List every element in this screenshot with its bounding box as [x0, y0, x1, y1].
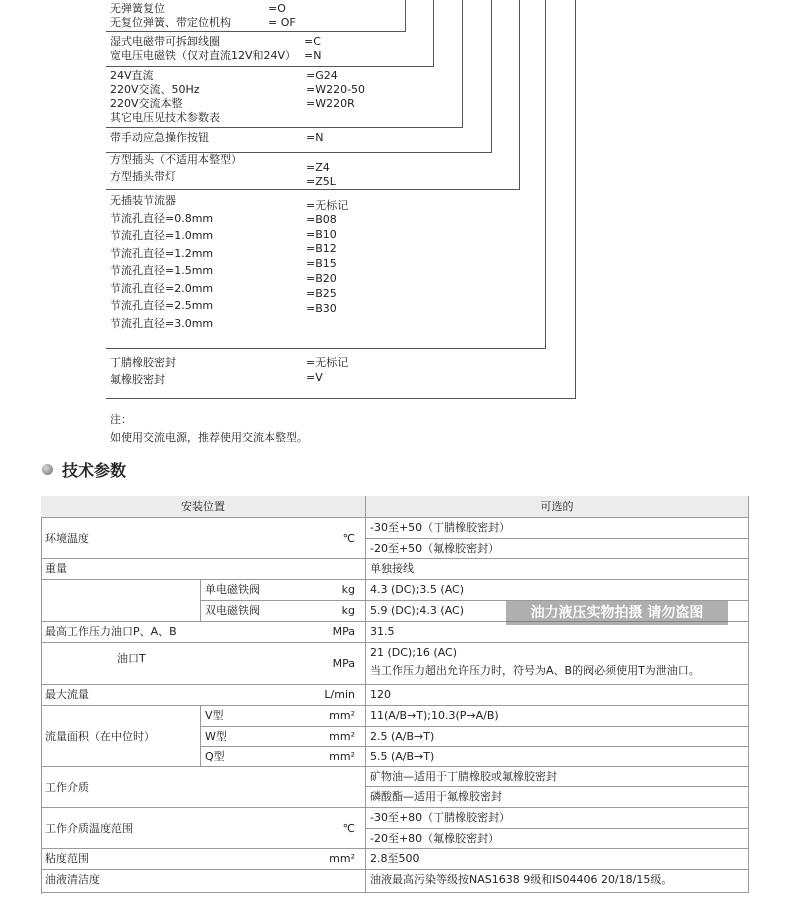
option-code: =B08 — [306, 213, 337, 226]
option-code: =W220-50 — [306, 83, 366, 96]
option-label: 无弹簧复位 — [110, 2, 165, 15]
option-label: 24V直流 — [110, 69, 154, 82]
bracket-line — [491, 0, 492, 152]
option-code: =无标记 — [306, 356, 349, 369]
option-label: 无复位弹簧、带定位机构 — [110, 16, 231, 29]
port-t-unit: MPa — [332, 657, 355, 670]
option-label: 220V交流本整 — [110, 97, 183, 110]
flow-area-unit: mm² — [329, 709, 355, 722]
ambient-value: -20至+50（氟橡胶密封） — [366, 539, 749, 559]
option-code: =N — [306, 131, 324, 144]
bracket-line — [106, 348, 546, 349]
medium-temp-value: -20至+80（氟橡胶密封） — [366, 829, 749, 849]
cleanliness-value: 油液最高污染等级按NAS1638 9级和IS04406 20/18/15级。 — [366, 870, 749, 893]
single-solenoid-label: 单电磁铁阀 — [205, 583, 260, 596]
bracket-line — [433, 0, 434, 66]
flow-area-type-cell — [201, 727, 366, 747]
option-label: 带手动应急操作按钮 — [110, 131, 209, 144]
double-solenoid-label: 双电磁铁阀 — [205, 604, 260, 617]
option-code: = OF — [268, 16, 296, 29]
max-pressure-cell — [41, 622, 366, 643]
medium-temp-unit: ℃ — [342, 822, 355, 835]
option-code: =O — [268, 2, 286, 15]
option-label: 湿式电磁带可拆卸线圈 — [110, 35, 220, 48]
option-label: 节流孔直径=2.5mm — [110, 299, 214, 312]
option-code: =B25 — [306, 287, 337, 300]
ambient-unit: ℃ — [342, 532, 355, 545]
flow-area-unit: mm² — [329, 730, 355, 743]
cleanliness-label: 油液清洁度 — [41, 870, 366, 893]
option-label: 节流孔直径=3.0mm — [110, 317, 214, 330]
note-title: 注： — [110, 413, 132, 426]
bullet-icon — [42, 464, 53, 475]
watermark: 油力液压实物拍摄 请勿盗图 — [506, 601, 728, 625]
max-flow-unit: L/min — [324, 688, 355, 701]
flow-area-value: 5.5 (A/B→T) — [366, 747, 749, 767]
option-label: 其它电压见技术参数表 — [110, 111, 220, 124]
max-flow-cell — [41, 685, 366, 706]
viscosity-unit: mm² — [329, 852, 355, 865]
flow-area-type-cell — [201, 747, 366, 767]
option-code: =Z4 — [306, 161, 330, 174]
bracket-line — [106, 66, 434, 67]
option-code: =B12 — [306, 242, 337, 255]
medium-temp-cell — [41, 808, 366, 849]
option-code: =Z5L — [306, 175, 336, 188]
single-solenoid-value: 4.3 (DC);3.5 (AC) — [366, 580, 749, 601]
medium-value: 磷酸酯—适用于氟橡胶密封 — [366, 787, 749, 808]
bracket-line — [462, 0, 463, 127]
flow-area-type: V型 — [205, 709, 224, 722]
bracket-line — [106, 31, 406, 32]
medium-temp-label: 工作介质温度范围 — [45, 822, 133, 835]
ambient-label: 环境温度 — [45, 532, 89, 545]
blank-cell — [41, 580, 201, 622]
flow-area-value: 11(A/B→T);10.3(P→A/B) — [366, 706, 749, 727]
option-label: 方型插头（不适用本整型） — [110, 153, 242, 166]
option-code: =V — [306, 371, 323, 384]
option-label: 氟橡胶密封 — [110, 373, 165, 386]
viscosity-label: 粘度范围 — [45, 852, 89, 865]
viscosity-cell — [41, 849, 366, 870]
option-code: =B30 — [306, 302, 337, 315]
option-label: 220V交流、50Hz — [110, 83, 200, 96]
flow-area-value: 2.5 (A/B→T) — [366, 727, 749, 747]
double-solenoid-value: 5.9 (DC);4.3 (AC) — [366, 601, 749, 622]
section-title: 技术参数 — [62, 461, 127, 480]
bracket-line — [545, 0, 546, 348]
option-code: =N — [304, 49, 322, 62]
port-t-label: 油口T — [117, 652, 146, 665]
port-t-note: 当工作压力超出允许压力时，符号为A、B的阀必须使用T为泄油口。 — [370, 664, 700, 677]
option-label: 节流孔直径=1.0mm — [110, 229, 214, 242]
option-label: 方型插头带灯 — [110, 170, 176, 183]
max-flow-label: 最大流量 — [45, 688, 89, 701]
single-solenoid-unit: kg — [341, 583, 355, 596]
option-code: =B10 — [306, 228, 337, 241]
medium-temp-value: -30至+80（丁腈橡胶密封） — [366, 808, 749, 829]
medium-value: 矿物油—适用于丁腈橡胶或氟橡胶密封 — [366, 767, 749, 787]
flow-area-label: 流量面积（在中位时） — [41, 706, 201, 767]
ambient-label-cell — [41, 518, 366, 559]
option-label: 宽电压电磁铁（仅对直流12V和24V） — [110, 49, 297, 62]
option-label: 节流孔直径=0.8mm — [110, 212, 214, 225]
option-code: =B15 — [306, 257, 337, 270]
option-code: =B20 — [306, 272, 337, 285]
weight-label: 重量 — [41, 559, 366, 580]
max-pressure-unit: MPa — [332, 625, 355, 638]
bracket-line — [405, 0, 406, 31]
port-t-value: 21 (DC);16 (AC) — [370, 646, 458, 659]
weight-value: 单独接线 — [366, 559, 749, 580]
option-code: =G24 — [306, 69, 338, 82]
flow-area-unit: mm² — [329, 750, 355, 763]
option-code: =W220R — [306, 97, 355, 110]
note-text: 如使用交流电源，推荐使用交流本整型。 — [110, 431, 308, 444]
flow-area-type: W型 — [205, 730, 227, 743]
bracket-line — [575, 0, 576, 398]
option-label: 无插装节流器 — [110, 194, 176, 207]
flow-area-type: Q型 — [205, 750, 225, 763]
option-code: =无标记 — [306, 199, 349, 212]
medium-label: 工作介质 — [41, 767, 366, 808]
option-label: 丁腈橡胶密封 — [110, 356, 176, 369]
double-solenoid-unit: kg — [341, 604, 355, 617]
max-pressure-value: 31.5 — [366, 622, 749, 643]
double-solenoid-cell — [201, 601, 366, 622]
max-pressure-label: 最高工作压力油口P、A、B — [45, 625, 177, 638]
option-label: 节流孔直径=1.5mm — [110, 264, 214, 277]
flow-area-type-cell — [201, 706, 366, 727]
bracket-line — [106, 127, 463, 128]
option-label: 节流孔直径=2.0mm — [110, 282, 214, 295]
port-t-values — [366, 643, 749, 685]
single-solenoid-cell — [201, 580, 366, 601]
header-optional: 可选的 — [366, 496, 749, 518]
ambient-value: -30至+50（丁腈橡胶密封） — [366, 518, 749, 539]
bracket-line — [106, 398, 576, 399]
header-install: 安装位置 — [41, 496, 366, 518]
bracket-line — [106, 189, 520, 190]
option-label: 节流孔直径=1.2mm — [110, 247, 214, 260]
bracket-line — [519, 0, 520, 189]
viscosity-value: 2.8至500 — [366, 849, 749, 870]
port-t-cell — [41, 643, 366, 685]
max-flow-value: 120 — [366, 685, 749, 706]
option-code: =C — [304, 35, 321, 48]
